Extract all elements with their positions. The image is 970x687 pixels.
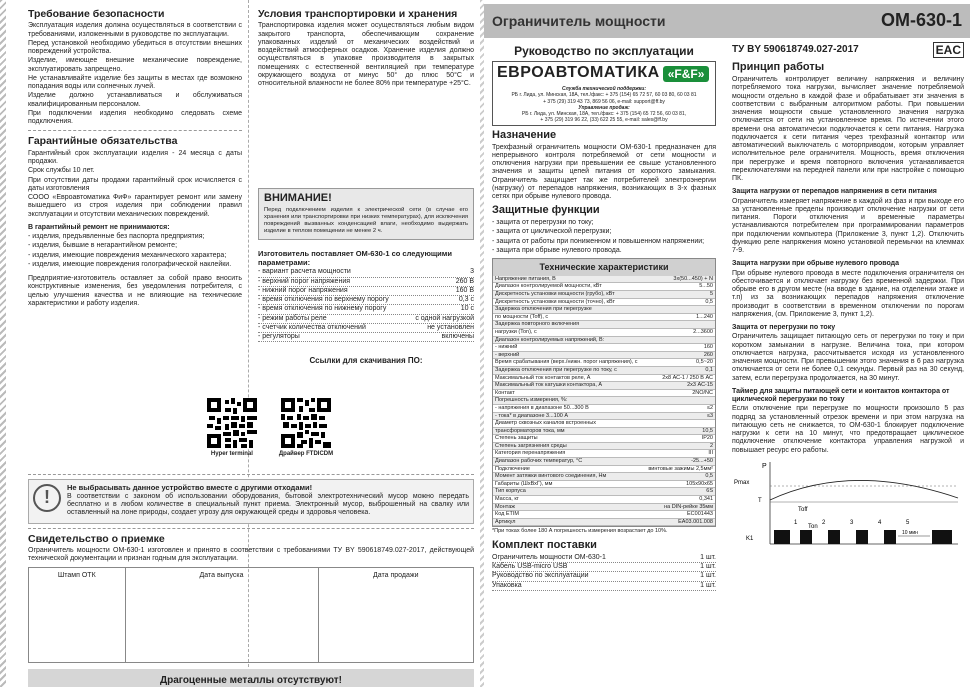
pulse-bar bbox=[884, 530, 896, 544]
eac-mark: EAC bbox=[933, 42, 964, 58]
pulse-label: 3 bbox=[850, 519, 854, 526]
spec-row: - нижний 160 bbox=[495, 344, 713, 351]
pulse-label: 4 bbox=[878, 519, 882, 526]
spec-row: Диапазон рабочих температур, °С -25...+50 bbox=[495, 458, 713, 465]
qr-row bbox=[150, 398, 390, 458]
product-title: Ограничитель мощности bbox=[492, 12, 666, 29]
exclamation-icon: ! bbox=[33, 484, 61, 512]
tu-number: ТУ BY 590618749.027-2017 bbox=[732, 44, 859, 56]
spec-row: Артикул EA03.001.008 bbox=[495, 518, 713, 525]
spec-row: Максимальный ток катушки контактора, А 2х3 АС-15 bbox=[495, 382, 713, 389]
param-row: - время отключения по нижнему порогу 10 с bbox=[258, 305, 474, 314]
param-row: - нижний порог напряжения 160 В bbox=[258, 287, 474, 296]
spec-row: трансформаторов тока, мм 10,5 bbox=[495, 427, 713, 434]
principle-text: Ограничитель контролирует величину напряжения и величину потребляемого тока нагрузки, вычисляет значение потребляемой мощности отдельно в каждой фазе и обрабатывает эти значения в соответствии с выбранным алгоритмом работы. При повышении значения мощности свыше установленного значения нагрузка отключается от сети на установленное время. По истечении этого времени она автоматически подключается к сети питания. Нагрузка подключается к сети питания через трехфазный контактор или автоматический выключатель с моторприводом, которым управляет исполнительное реле ограничителя. Мощность, время отключения при перегрузке и время повторного включения устанавливается переключателями на передней панели или при настройке с помощью ПК. bbox=[732, 76, 964, 183]
spec-row: Габариты (ШхВхГ), мм 105х90х65 bbox=[495, 480, 713, 487]
pulse-label: 1 bbox=[794, 519, 798, 526]
column-4 bbox=[724, 0, 970, 687]
protect-list: - защита от перегрузки по току; - защита от циклической перегрузки; - защита от работы при пониженном и повышенном напряжении; - защита при обрыве нулевого провода. bbox=[492, 219, 705, 254]
manual-title: Руководство по эксплуатации bbox=[514, 44, 694, 58]
model-number: ОМ-630-1 bbox=[880, 10, 962, 31]
spec-note: *При токах более 180 А погрешность измерения возрастает до 10%. bbox=[492, 528, 668, 535]
label-k1: K1 bbox=[746, 535, 754, 542]
section-neutral-title: Защита нагрузки при обрыве нулевого провода bbox=[732, 260, 899, 268]
spec-row: Задержка повторного включения bbox=[493, 321, 715, 329]
spec-row: - верхний 260 bbox=[495, 351, 713, 358]
spec-row: Время срабатывания (верх./нижн. порог напряжения), с 0,5~20 bbox=[495, 359, 713, 366]
kit-row: Руководство по эксплуатации 1 шт. bbox=[492, 572, 716, 581]
spec-row: Категория перенапряжения III bbox=[495, 450, 713, 457]
principle-title: Принцип работы bbox=[732, 61, 825, 74]
pulse-bar bbox=[856, 530, 868, 544]
section-timer-text: Если отключение при перегрузке по мощности произошло 5 раз подряд за установленный отрезок времени и при этом нагрузка на питающую сеть не снижается, то ОМ-630-1 блокирует подключение нагрузки к сети на 10 минут, что предотвращает циклическое подключение отключение контактора управления нагрузкой и повышает ресурс его работы. bbox=[732, 405, 964, 454]
kit-row: Кабель USB-micro USB 1 шт. bbox=[492, 563, 716, 572]
divider bbox=[28, 130, 242, 131]
spec-row: Подключение винтовые зажимы 2,5мм² bbox=[495, 465, 713, 472]
accept-text: Ограничитель мощности ОМ-630-1 изготовлен и принято в соответствии с требованиями ТУ BY 590618749.027-2017, действующей технической документации и признан годным для эксплуатации. bbox=[28, 546, 474, 563]
timing-diagram bbox=[732, 458, 962, 548]
disposal-title: Не выбрасывать данное устройство вместе с другими отходами! bbox=[67, 483, 313, 492]
purpose-title: Назначение bbox=[492, 128, 557, 141]
kit-row: Ограничитель мощности ОМ-630-1 1 шт. bbox=[492, 554, 716, 563]
accept-title: Свидетельство о приемке bbox=[28, 532, 165, 545]
stamp-otk: Штамп ОТК bbox=[29, 568, 126, 662]
attention-text: Перед подключением изделия к электрической сети (в случае его хранения или транспортировки при низких температурах), для исключения повреждений вызванных конденсацией влаги, необходимо выдержать изделие в теплом помещении не менее 2 ч. bbox=[264, 207, 468, 234]
stamp-release-date: Дата выпуска bbox=[126, 568, 319, 662]
param-row: - регуляторы включены bbox=[258, 333, 474, 342]
pulse-label: 2 bbox=[822, 519, 826, 526]
pulse-label: 5 bbox=[906, 519, 910, 526]
transport-title: Условия транспортировки и хранения bbox=[258, 8, 458, 20]
spec-row: - напряжения в диапазоне 50...300 В ≤2 bbox=[495, 404, 713, 411]
spec-row: Код ЕТІМ EC001443 bbox=[495, 511, 713, 518]
label-ton: Ton bbox=[808, 523, 818, 530]
spec-row: Контакт 2NO/NC bbox=[495, 389, 713, 396]
model-bar bbox=[724, 4, 970, 38]
spec-title: Технические характеристики bbox=[493, 259, 715, 276]
section-voltage-text: Ограничитель измеряет напряжение в каждой из фаз и при выходе его за установленные пределы производит отключение нагрузки от сети питания. Пороги отключения и временные параметры устанавливаются потребителем при программировании параметров при подключении компьютера (Приложение 3, пункт 1,2). Отключить функцию реле напряжения можно установкой перемычки на клеммах 7-9. bbox=[732, 197, 964, 255]
section-current-title: Защита от перегрузки по току bbox=[732, 324, 836, 332]
spec-row: Монтаж на DIN-рейке 35мм bbox=[495, 503, 713, 510]
repair-heading: В гарантийный ремонт не принимаются: bbox=[28, 223, 170, 231]
qr-code-icon bbox=[207, 398, 257, 448]
improve-text: Предприятие-изготовитель оставляет за собой право вносить конструктивные изменения, без уведомления потребителя, с целью улучшения качества и не влияющие на технические характеристики и работу изделия. bbox=[28, 275, 242, 307]
divider bbox=[28, 528, 474, 529]
section-timer-title: Таймер для защиты питающей сети и контактов контактора от циклической перегрузки по току bbox=[732, 387, 950, 404]
spec-row: Дискретность установки мощности (грубо), кВт 5 bbox=[495, 291, 713, 298]
param-row: - режим работы реле с одной нагрузкой bbox=[258, 315, 474, 324]
params-list bbox=[258, 268, 474, 342]
column-3 bbox=[484, 0, 724, 687]
repair-list: - изделия, предъявленные без паспорта предприятия; - изделия, бывшие в негарантийном ремонте; - изделия, имеющие повреждения механического характера; - изделия, имеющие повреждения голографической наклейки. bbox=[28, 233, 232, 268]
safety-text: Эксплуатация изделия должна осуществляться в соответствии с требованиями, изложенными в руководстве по эксплуатации. Перед установкой необходимо убедиться в отсутствии внешних повреждений устройства. Изделие, имеющее внешние механические повреждение, эксплуатировать запрещено. Не устанавливайте изделие без защиты в местах где возможно попадания воды или солнечных лучей. Изделие должно устанавливаться и обслуживаться квалифицированным персоналом. При подключении изделия необходимо следовать схеме подключения. bbox=[28, 22, 242, 126]
pulse-bar bbox=[800, 530, 812, 544]
qr-code-icon bbox=[281, 398, 331, 448]
param-row: - вариант расчета мощности 3 bbox=[258, 268, 474, 277]
section-neutral-text: При обрыве нулевого провода в месте подключения ограничителя он обесточивается и отключает нагрузку без временной задержки. При обрыве его в другом месте (на вводе в здание, на отделении этаже и т.п) из за возникающих перепадов напряжения отключение производит в соответствии в временном отключении по порогам напряжения, (см. Приложение 3, пункт 1,2). bbox=[732, 269, 964, 318]
kit-list bbox=[492, 554, 716, 591]
param-row: - счетчик количества отключений не установлен bbox=[258, 324, 474, 333]
brand-ff: «F&F» bbox=[663, 66, 710, 82]
spec-row: Диаметр сквозных каналов встроенных bbox=[493, 420, 715, 428]
spec-row: Момент затяжки винтового соединения, Нм 0,5 bbox=[495, 473, 713, 480]
spec-row: Степень защиты IP20 bbox=[495, 435, 713, 442]
spec-row: Диапазон контролируемых напряжений, В: bbox=[493, 337, 715, 345]
title-bar bbox=[484, 4, 724, 38]
spec-row: нагрузки (Ton), с 2...3600 bbox=[495, 328, 713, 335]
section-current-text: Ограничитель защищает питающую сеть от перегрузки по току и при коротком замыкании в нагрузке. Величина тока, при котором отключается нагрузка, рассчитывается исходя из установленного значения мощности. При превышении этого значения в 6 раз нагрузка отключается от сети не более 0,1 секунды. Первый раз на 30 секунд, затем, если перегрузка продолжается, на 30 минут. bbox=[732, 333, 964, 382]
brand-logo bbox=[492, 61, 716, 125]
label-toff: Toff bbox=[798, 506, 808, 513]
spec-row: Степень загрязнения среды 2 bbox=[495, 442, 713, 449]
stamp-table bbox=[28, 567, 474, 663]
pulse-bar bbox=[774, 530, 790, 544]
warranty-text: Гарантийный срок эксплуатации изделия - 24 месяца с даты продажи. Срок службы 10 лет. При отсутствии даты продажи гарантийный срок исчисляется с даты изготовления СООО «Евроавтоматика ФиФ» гарантирует ремонт или замену вышедшего из строя изделия при соблюдении правил эксплуатации и отсутствии механических повреждений. bbox=[28, 149, 242, 218]
attention-title: ВНИМАНИЕ! bbox=[264, 192, 332, 205]
disposal-box bbox=[28, 479, 474, 524]
spec-row: по мощности (Toff), с 1...240 bbox=[495, 313, 713, 320]
qr-ftdi-driver[interactable]: Драйвер FTDICDM bbox=[279, 398, 333, 458]
warranty-title: Гарантийные обязательства bbox=[28, 135, 178, 148]
kit-title: Комплект поставки bbox=[492, 538, 597, 551]
stamp-sale-date: Дата продажи bbox=[373, 572, 419, 580]
spec-row: Тип корпуса 6S bbox=[495, 488, 713, 495]
disposal-text: В соответствии с законом об использовании оборудования, бытовой электротехнический мусор можно передать бесплатно и в любом количестве в специальный пункт приема. Электронный мусор, выброшенный на свалку или оставленный на лоне природы, создает угрозу для окружающей среды и здоровья человека. bbox=[67, 492, 469, 517]
transport-text: Транспортировка изделия может осуществляться любым видом закрытого транспорта, обеспечивающим сохранение упакованных изделий от механических воздействий и воздействий атмосферных осадков. Хранение изделия должно осуществляться в упаковке производителя в закрытых помещениях с естественной вентиляцией при температуре окружающего воздуха от минус 50° до плюс 50°С и относительной влажности не более 80% при температуре +25°С. bbox=[258, 22, 474, 88]
divider bbox=[28, 474, 474, 475]
support-info: Служба технической поддержки: РБ г. Лида, ул. Минская, 18А, тел./факс: + 375 (154) 65 72 57, 60 03 80, 60 03 81 + 375 (29) 319 43 73, 869 56 06, e-mail: support@ff.by Управление продаж: РБ г. Лида, ул. Минская, 18А, тел./факс: + 375 (154) 65 72 56, 60 03 81, + 375 (29) 319 96 22, (33) 622 25 55, e-mail: sales@ff.by bbox=[493, 85, 715, 125]
brand-name: ЕВРОАВТОМАТИКА bbox=[497, 64, 660, 82]
bottom-left-section bbox=[28, 470, 474, 687]
attention-box bbox=[258, 188, 474, 239]
param-row: - верхний порог напряжения 260 В bbox=[258, 278, 474, 287]
spec-table bbox=[492, 258, 716, 527]
safety-title: Требование безопасности bbox=[28, 8, 165, 20]
spec-row: Диапазон контролируемой мощности, кВт 5...50 bbox=[495, 283, 713, 290]
pulse-bar bbox=[828, 530, 840, 544]
spec-row: - тока* в диапазоне 3...100 А ≤3 bbox=[495, 412, 713, 419]
spec-row: Максимальный ток контактов реле, А 2х8 АС-1 / 250 В АС bbox=[495, 374, 713, 381]
spec-row: Напряжение питания, В 3x(50...450) + N bbox=[495, 275, 713, 282]
spec-row: Задержка отключения при перегрузке bbox=[493, 306, 715, 314]
protect-title: Защитные функции bbox=[492, 204, 600, 217]
label-t: T bbox=[758, 497, 762, 504]
qr-hyperterminal[interactable]: Hyper terminal bbox=[207, 398, 257, 458]
purpose-text: Трехфазный ограничитель мощности ОМ-630-1 предназначен для непрерывного контроля потребляемой от сети мощности и отключения нагрузки при превышении ее свыше установленного значения и защиты цепей питания от короткого замыкания. Ограничитель защищает так же потребителей электроэнергии (нагрузку) от перепадов напряжения, возникающих в 3-х фазных сетях при обрыве нулевого провода. bbox=[492, 143, 716, 200]
metals-notice: Драгоценные металлы отсутствуют! bbox=[28, 669, 474, 687]
section-voltage-title: Защита нагрузки от перепадов напряжения в сети питания bbox=[732, 188, 937, 196]
kit-row: Упаковка 1 шт. bbox=[492, 582, 716, 591]
label-p: P bbox=[762, 462, 767, 470]
spec-row: Дискретность установки мощности (точно), кВт 0,5 bbox=[495, 298, 713, 305]
label-pmax: Pmax bbox=[734, 479, 750, 486]
links-title: Ссылки для скачивания ПО: bbox=[309, 356, 423, 366]
power-curve bbox=[770, 480, 958, 500]
params-title: Изготовитель поставляет ОМ-630-1 со следующими параметрами: bbox=[258, 248, 452, 267]
spec-row: Масса, кг 0,341 bbox=[495, 496, 713, 503]
pulse-bar bbox=[932, 530, 952, 544]
param-row: - время отключения по верхнему порогу 0,3 с bbox=[258, 296, 474, 305]
spec-row: Погрешность измерения, %: bbox=[493, 397, 715, 405]
label-bracket: 10 мин bbox=[902, 529, 918, 536]
spec-row: Задержка отключения при перегрузке по току, с 0,1 bbox=[495, 366, 713, 373]
